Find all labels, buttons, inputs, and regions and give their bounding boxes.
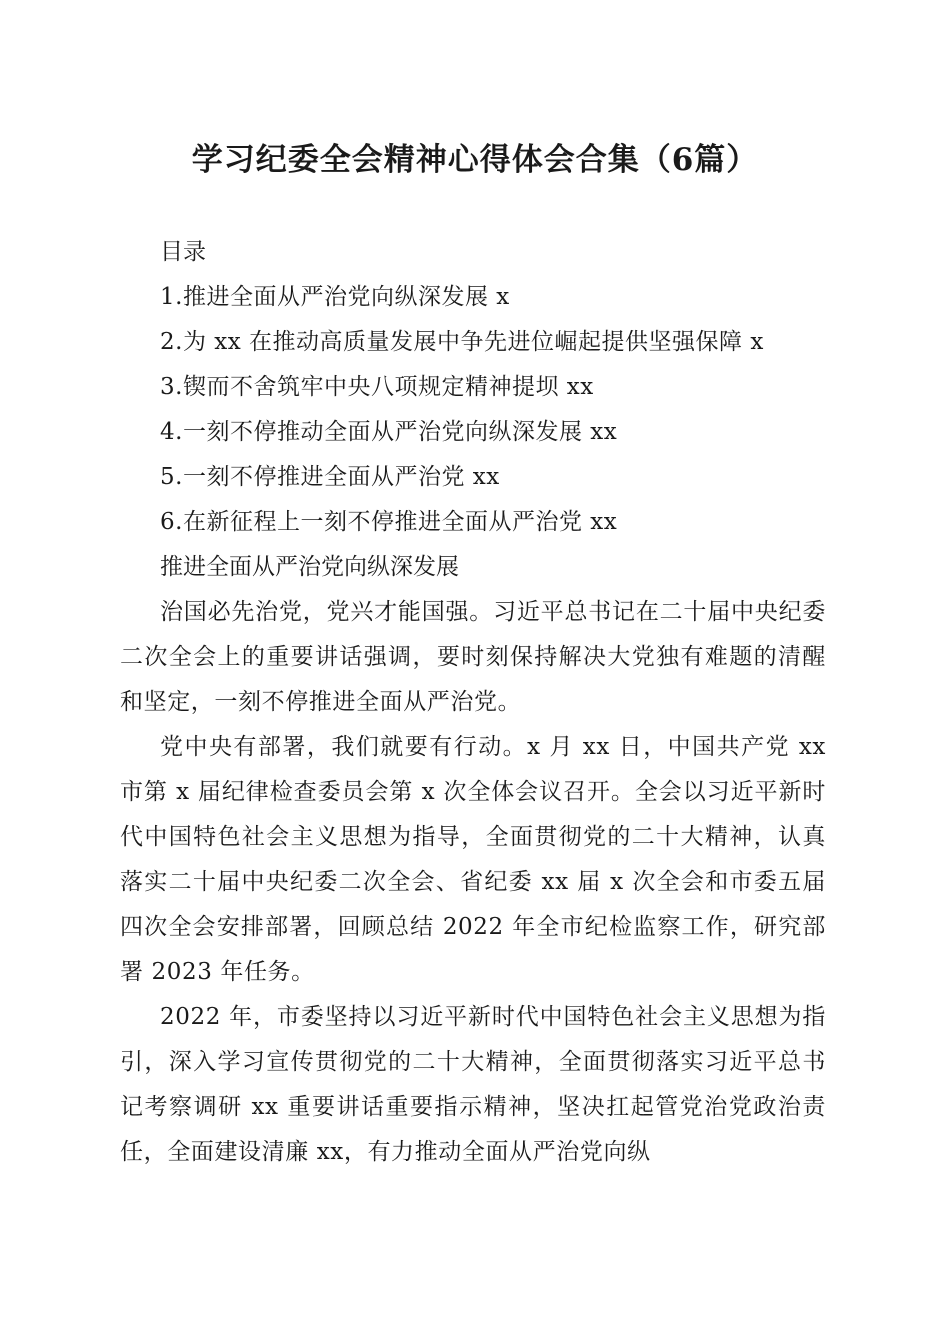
body-paragraph: 党中央有部署，我们就要有行动。x 月 xx 日，中国共产党 xx 市第 x 届纪律检查委员会第 x 次全体会议召开。全会以习近平新时代中国特色社会主义思想为指导，全面贯彻党的二十大精神，认真落实二十届中央纪委二次全会、省纪委 xx 届 x 次全会和市委五届四次全会安排部署，回顾总结 2022 年全市纪检监察工作，研究部署 2023 年任务。 xyxy=(120,734,826,985)
toc-item: 2.为 xx 在推动高质量发展中争先进位崛起提供坚强保障 x xyxy=(160,329,764,355)
document-title: 学习纪委全会精神心得体会合集（6篇） xyxy=(191,142,759,178)
toc-item: 6.在新征程上一刻不停推进全面从严治党 xx xyxy=(160,509,618,535)
toc-heading: 目录 xyxy=(160,239,206,265)
toc-item: 3.锲而不舍筑牢中央八项规定精神提坝 xx xyxy=(160,374,594,400)
toc-item: 5.一刻不停推进全面从严治党 xx xyxy=(160,464,500,490)
body-paragraph: 治国必先治党，党兴才能国强。习近平总书记在二十届中央纪委二次全会上的重要讲话强调，要时刻保持解决大党独有难题的清醒和坚定，一刻不停推进全面从严治党。 xyxy=(120,599,826,715)
body-paragraph: 2022 年，市委坚持以习近平新时代中国特色社会主义思想为指引，深入学习宣传贯彻党的二十大精神，全面贯彻落实习近平总书记考察调研 xx 重要讲话重要指示精神，坚决扛起管党治党政治责任，全面建设清廉 xx，有力推动全面从严治党向纵 xyxy=(120,1004,826,1165)
toc-item: 1.推进全面从严治党向纵深发展 x xyxy=(160,284,510,310)
document-body xyxy=(120,230,826,1175)
toc-item: 4.一刻不停推动全面从严治党向纵深发展 xx xyxy=(160,419,618,445)
section-title: 推进全面从严治党向纵深发展 xyxy=(160,554,459,580)
